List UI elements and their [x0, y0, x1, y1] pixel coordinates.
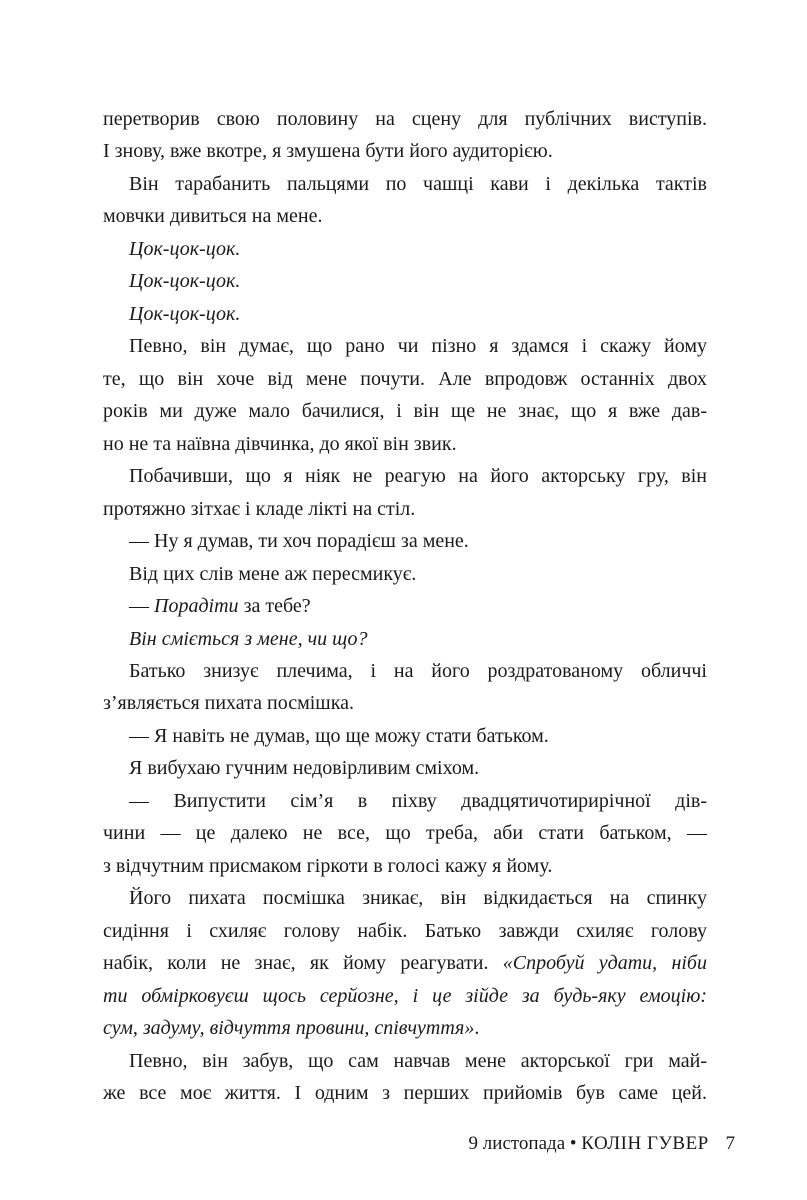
text-segment: перетворив свою половину на сцену для публічних виступів. [103, 108, 707, 130]
text-segment: Від цих слів мене аж пересмикує. [129, 562, 417, 585]
text-line [103, 1045, 707, 1077]
italic-text: сум, задуму, відчуття провини, співчуття» [103, 1017, 475, 1040]
text-segment: — [129, 595, 154, 618]
text-segment: Батько знизує плечима, і на його роздратованому обличчі [129, 659, 707, 682]
text-line [103, 752, 707, 784]
text-line [103, 395, 707, 427]
text-segment: но не та наївна дівчинка, до якої він звик. [103, 432, 457, 455]
text-line [103, 103, 707, 135]
text-segment: набік, коли не знає, як йому реагувати. [103, 952, 503, 975]
text-segment: чини — це далеко не все, що треба, аби стати батьком, — [103, 822, 707, 845]
text-segment: . [474, 1017, 480, 1040]
text-line [103, 265, 707, 297]
italic-text: Цок-цок-цок. [129, 302, 241, 325]
text-segment: за тебе? [238, 595, 311, 618]
text-segment: — Ну я думав, ти хоч порадієш за мене. [129, 530, 469, 553]
text-line [103, 850, 707, 882]
text-segment: протяжно зітхає і кладе лікті на стіл. [103, 497, 416, 520]
text-segment: мовчки дивиться на мене. [103, 205, 323, 228]
text-line [103, 817, 707, 849]
footer-date: 9 листопада [468, 1133, 566, 1154]
text-line [103, 460, 707, 492]
body-text [103, 103, 707, 1110]
text-segment: з відчутним присмаком гіркоти в голосі кажу я йому. [103, 854, 553, 877]
italic-text: Він сміється з мене, чи що? [129, 627, 368, 650]
text-segment: — Я навіть не думав, що ще можу стати батьком. [129, 724, 549, 747]
italic-text: Цок-цок-цок. [129, 237, 241, 260]
text-line [103, 1012, 707, 1044]
running-footer [469, 1133, 735, 1155]
text-line [103, 558, 707, 590]
text-line [103, 947, 707, 979]
text-segment: сидіння і схиляє голову набік. Батько завжди схиляє голову [103, 919, 707, 942]
footer-author: КОЛІН ГУВЕР [581, 1133, 709, 1154]
footer-bullet: • [569, 1133, 577, 1154]
text-line [103, 590, 707, 622]
text-segment: Побачивши, що я ніяк не реагую на його акторську гру, він [129, 465, 707, 488]
italic-text: «Спробуй удати, ніби [502, 952, 707, 975]
text-line [103, 915, 707, 947]
text-line [103, 135, 707, 167]
text-line [103, 363, 707, 395]
italic-text: Цок-цок-цок. [129, 270, 241, 293]
text-segment: Певно, він думає, що рано чи пізно я здамся і скажу йому [129, 335, 707, 358]
text-segment: Його пихата посмішка зникає, він відкидається на спинку [129, 887, 707, 910]
text-line [103, 493, 707, 525]
text-line [103, 882, 707, 914]
text-segment: те, що він хоче від мене почути. Але впродовж останніх двох [103, 367, 707, 390]
text-line [103, 200, 707, 232]
text-segment: Я вибухаю гучним недовірливим сміхом. [129, 757, 480, 780]
text-segment: — Випустити сім’я в піхву двадцятичотирирічної дів- [129, 789, 707, 812]
text-line [103, 525, 707, 557]
text-line [103, 785, 707, 817]
text-line [103, 233, 707, 265]
text-segment: з’являється пихата посмішка. [103, 692, 354, 715]
text-line [103, 655, 707, 687]
text-segment: І знову, вже вкотре, я змушена бути його аудиторією. [103, 140, 553, 163]
page-number: 7 [725, 1133, 735, 1154]
text-line [103, 1077, 707, 1109]
text-line [103, 168, 707, 200]
italic-text: ти обмірковуєш щось серйозне, і це зійде за будь-яку емоцію: [103, 984, 707, 1007]
text-segment: же все моє життя. І одним з перших прийомів був саме цей. [103, 1082, 707, 1105]
text-segment: років ми дуже мало бачилися, і він ще не знає, що я вже дав- [103, 400, 707, 423]
text-line [103, 428, 707, 460]
text-segment: Певно, він забув, що сам навчав мене акторської гри май- [129, 1049, 707, 1072]
text-line [103, 980, 707, 1012]
text-line [103, 623, 707, 655]
italic-text: Порадіти [154, 595, 239, 618]
text-line [103, 330, 707, 362]
text-line [103, 298, 707, 330]
text-segment: Він тарабанить пальцями по чашці кави і декілька тактів [129, 172, 707, 195]
text-line [103, 687, 707, 719]
text-line [103, 720, 707, 752]
